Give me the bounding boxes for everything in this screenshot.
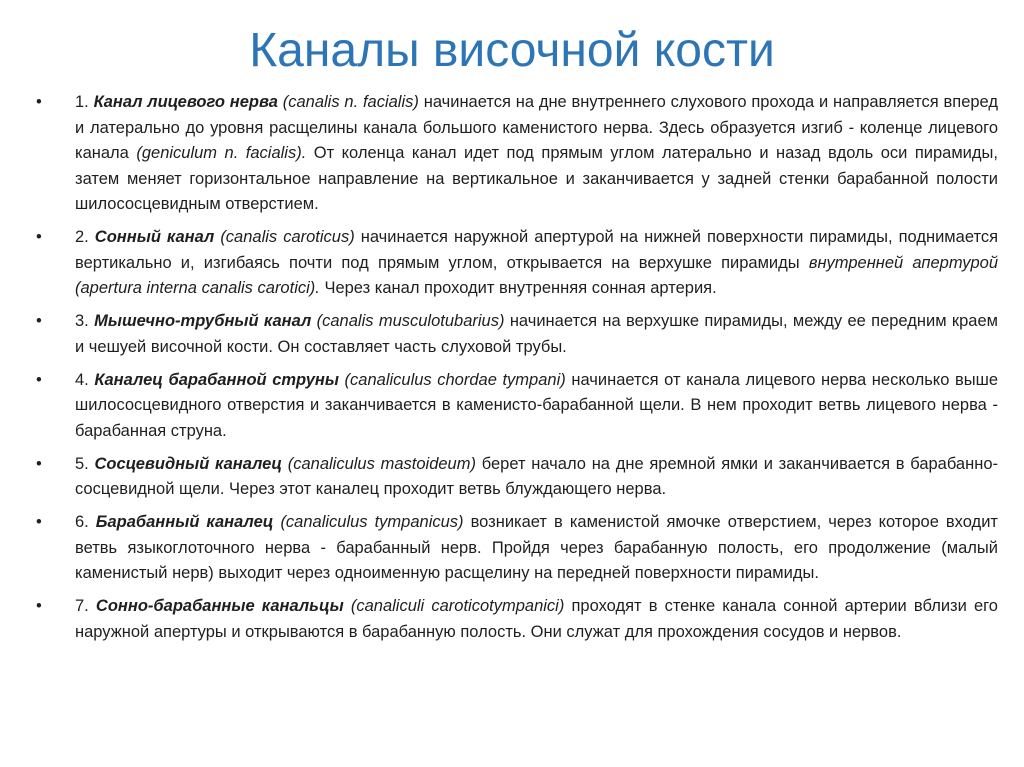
latin-name: (canalis musculotubarius) (316, 312, 505, 330)
canal-name: Сонный канал (94, 228, 215, 246)
list-item (36, 90, 998, 218)
item-text: начинается наружной апертурой на нижней поверхности пирамиды, поднимается вертикально и, изгибаясь почти под прямым углом, открывается на верхушке пирамиды (75, 228, 998, 272)
list-item (36, 594, 998, 645)
list-item (36, 452, 998, 503)
bullet-icon: • (36, 454, 42, 473)
item-number: 5. (75, 454, 89, 473)
item-number: 3. (75, 312, 89, 330)
item-text: проходят в стенке канала сонной артерии вблизи его наружной апертуры и открываются в барабанную полость. Они служат для прохождения сосудов и нервов. (75, 597, 998, 641)
item-text: возникает в каменистой ямочке отверстием, через которое входит ветвь языкоглоточного нерва - барабанный нерв. Пройдя через барабанную полость, его продолжение (малый каменистый нерв) выходит через одноименную расщелину на передней поверхности пирамиды. (75, 513, 998, 582)
item-number: 2. (75, 228, 89, 246)
item-number: 4. (75, 370, 89, 389)
bullet-icon: • (36, 93, 42, 111)
item-number: 7. (75, 597, 89, 615)
bullet-icon: • (36, 597, 42, 615)
latin-name: (canaliculus tympanicus) (280, 513, 464, 531)
latin-term: внутренней апертурой (apertura interna canalis carotici). (75, 253, 998, 297)
item-number: 6. (75, 513, 89, 531)
canal-list (36, 90, 998, 653)
latin-name: (canaliculi caroticotympanici) (350, 597, 565, 615)
list-item (36, 368, 998, 445)
bullet-icon: • (36, 312, 42, 330)
canal-name: Сонно-барабанные канальцы (95, 597, 344, 615)
canal-name: Барабанный каналец (95, 513, 274, 531)
list-item (36, 510, 998, 587)
item-text: берет начало на дне яремной ямки и заканчивается в барабанно-сосцевидной щели. Через этот каналец проходит ветвь блуждающего нерва. (75, 454, 999, 498)
item-number: 1. (75, 93, 89, 111)
canal-name: Каналец барабанной струны (94, 370, 339, 389)
bullet-icon: • (36, 370, 42, 389)
slide-title: Каналы височной кости (249, 24, 775, 77)
latin-name: (canalis n. facialis) (282, 93, 419, 111)
bullet-icon: • (36, 513, 42, 531)
bullet-icon: • (36, 228, 42, 246)
latin-name: (canaliculus mastoideum) (287, 454, 476, 473)
latin-term: (geniculum n. facialis). (136, 144, 307, 162)
item-text-continued: Через канал проходит внутренняя сонная артерия. (324, 279, 717, 297)
canal-name: Мышечно-трубный канал (94, 312, 312, 330)
item-text: начинается на верхушке пирамиды, между ее передним краем и чешуей височной кости. Он составляет часть слуховой трубы. (75, 312, 998, 356)
list-item (36, 225, 998, 302)
latin-name: (canalis caroticus) (220, 228, 355, 246)
list-item (36, 309, 998, 360)
canal-name: Канал лицевого нерва (93, 93, 278, 111)
item-text-continued: От коленца канал идет под прямым углом латерально и назад вдоль оси пирамиды, затем меняет горизонтальное направление на вертикальное и заканчивается у задней стенки барабанной полости шилососцевидным отверстием. (75, 144, 998, 213)
canal-name: Сосцевидный каналец (94, 454, 282, 473)
latin-name: (canaliculus chordae tympani) (344, 370, 566, 389)
item-text: начинается на дне внутреннего слухового прохода и направляется вперед и латерально до уровня расщелины канала большого каменистого нерва. Здесь образуется изгиб - коленце лицевого канала (75, 93, 998, 162)
item-text: начинается от канала лицевого нерва несколько выше шилососцевидного отверстия и заканчивается в каменисто-барабанной щели. В нем проходит ветвь лицевого нерва - барабанная струна. (75, 370, 998, 440)
